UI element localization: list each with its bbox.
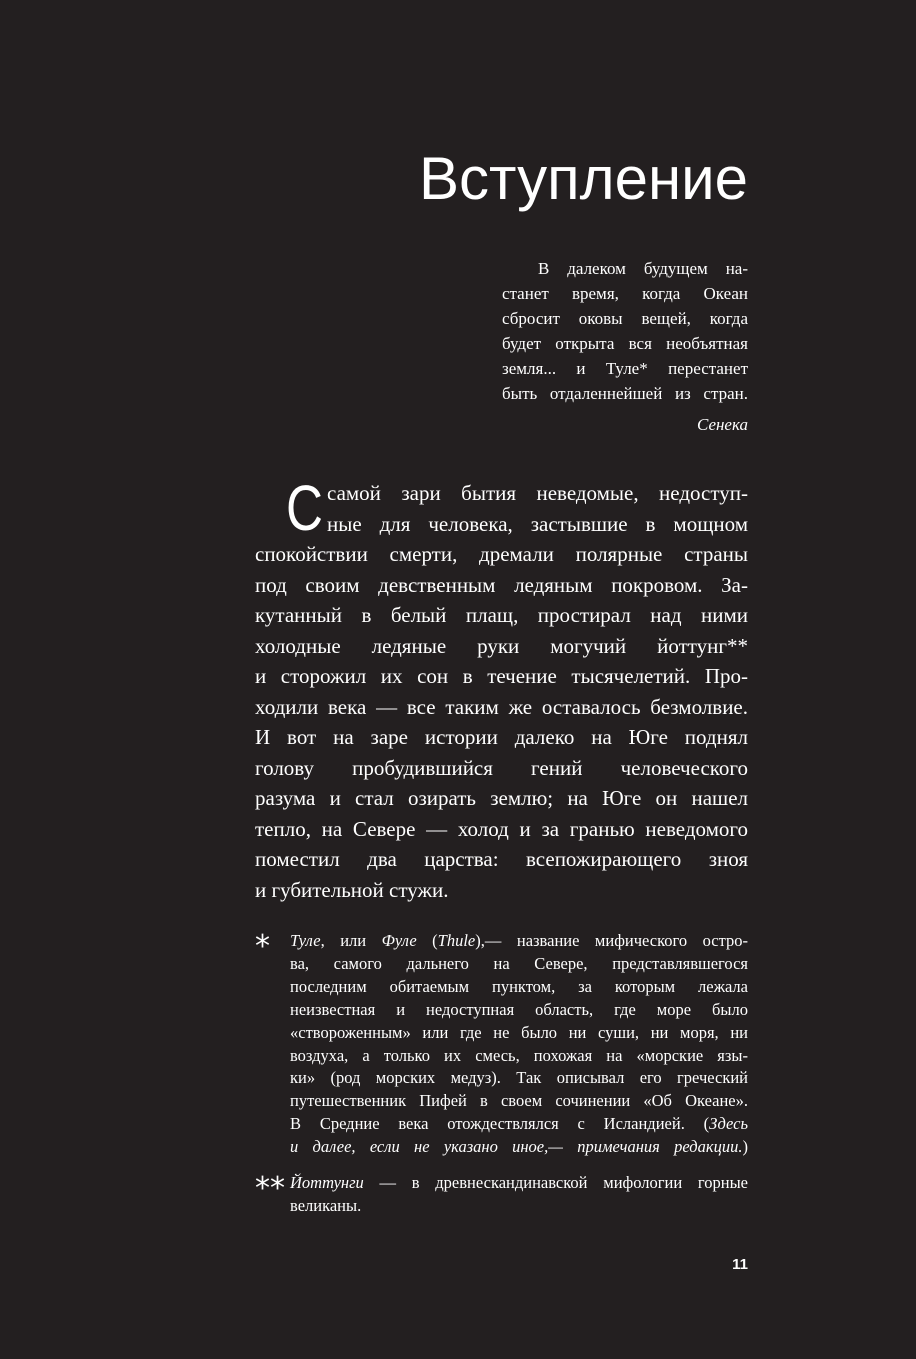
paragraph-line: ные для человека, застывшие в мощном [327, 511, 748, 536]
drop-cap: С [286, 472, 323, 544]
footnote-line: воздуха, а только их смесь, похожая на «морские язы- [290, 1045, 748, 1065]
footnote-text-segment: — в древнескандинавской мифологии горные [363, 1173, 748, 1192]
footnote-italic-term: Туле [290, 931, 321, 950]
footnote-marker: * [255, 929, 270, 964]
footnote-text-segment: , или [320, 931, 382, 950]
footnote-2 [255, 1172, 748, 1218]
footnote-line [290, 1172, 748, 1195]
footnote-1 [255, 930, 748, 1159]
epigraph-line: земля... и Туле* перестанет [502, 359, 748, 378]
footnote-line: путешественник Пифей в своем сочинении «Об Океане». [290, 1091, 748, 1111]
footnote-text-segment: ) [742, 1137, 748, 1157]
epigraph-line: В далеком будущем на- [538, 259, 748, 278]
paragraph-line: поместил два царства: всепожирающего зноя [255, 847, 748, 871]
footnote-body [290, 1172, 748, 1218]
paragraph-line: И вот на заре истории далеко на Юге поднял [255, 725, 748, 749]
footnote-italic-term: Йоттунги [290, 1173, 364, 1192]
epigraph [502, 256, 748, 406]
epigraph-line: сбросит оковы вещей, когда [502, 309, 748, 328]
paragraph-line: ходили века — все таким же оставалось безмолвие. [255, 694, 748, 719]
footnote-line [290, 1136, 748, 1159]
footnote-line: неизвестная и недоступная область, где море было [290, 999, 748, 1019]
paragraph-line: и сторожил их сон в течение тысячелетий. Про- [255, 664, 748, 688]
footnote-text-segment: ),— название мифического остро- [475, 931, 748, 950]
paragraph-line: и губительной стужи. [255, 877, 449, 902]
footnote-line: последним обитаемым пунктом, за которым лежала [290, 976, 748, 996]
paragraph-line: кутанный в белый плащ, простирал над ними [255, 603, 748, 627]
footnote-text-segment: ( [416, 931, 438, 950]
chapter-title: Вступление [418, 145, 748, 212]
epigraph-author: Сенека [696, 415, 748, 434]
page-number: 11 [732, 1256, 748, 1273]
paragraph-line: спокойствии смерти, дремали полярные страны [255, 542, 748, 566]
paragraph-line: холодные ледяные руки могучий йоттунг** [255, 633, 748, 658]
footnote-line: великаны. [290, 1195, 362, 1215]
paragraph-line: разума и стал озирать землю; на Юге он нашел [255, 786, 748, 810]
epigraph-line: станет время, когда Океан [502, 284, 748, 303]
footnote-text-segment: В Средние века отождествлялся с Исландией. ( [290, 1114, 710, 1134]
paragraph-line: тепло, на Севере — холод и за гранью неведомого [255, 816, 748, 841]
paragraph-line: под своим девственным ледяным покровом. За- [255, 572, 748, 597]
epigraph-line: будет открыта вся необъятная [502, 334, 748, 353]
footnote-line: ки» (род морских медуз). Так описывал его греческий [290, 1068, 748, 1088]
footnote-italic-note: Здесь [709, 1114, 748, 1134]
footnote-marker: ** [255, 1171, 285, 1206]
paragraph-line: голову пробудившийся гений человеческого [255, 755, 748, 780]
footnote-italic-term: Фуле [381, 931, 417, 950]
footnote-line: ва, самого дальнего на Севере, представлявшегося [290, 953, 748, 973]
footnote-italic-note: и далее, если не указано иное,— примечания редакции. [290, 1137, 743, 1157]
footnote-italic-term: Thule [437, 931, 476, 950]
footnote-line [290, 930, 748, 953]
epigraph-line: быть отдаленнейшей из стран. [502, 384, 748, 403]
footnote-line: «створоженным» или где не было ни суши, ни моря, ни [290, 1022, 748, 1042]
footnote-line [290, 1113, 748, 1136]
main-paragraph [255, 472, 748, 905]
footnote-body [290, 930, 748, 1159]
paragraph-line: самой зари бытия неведомые, недоступ- [327, 481, 748, 505]
